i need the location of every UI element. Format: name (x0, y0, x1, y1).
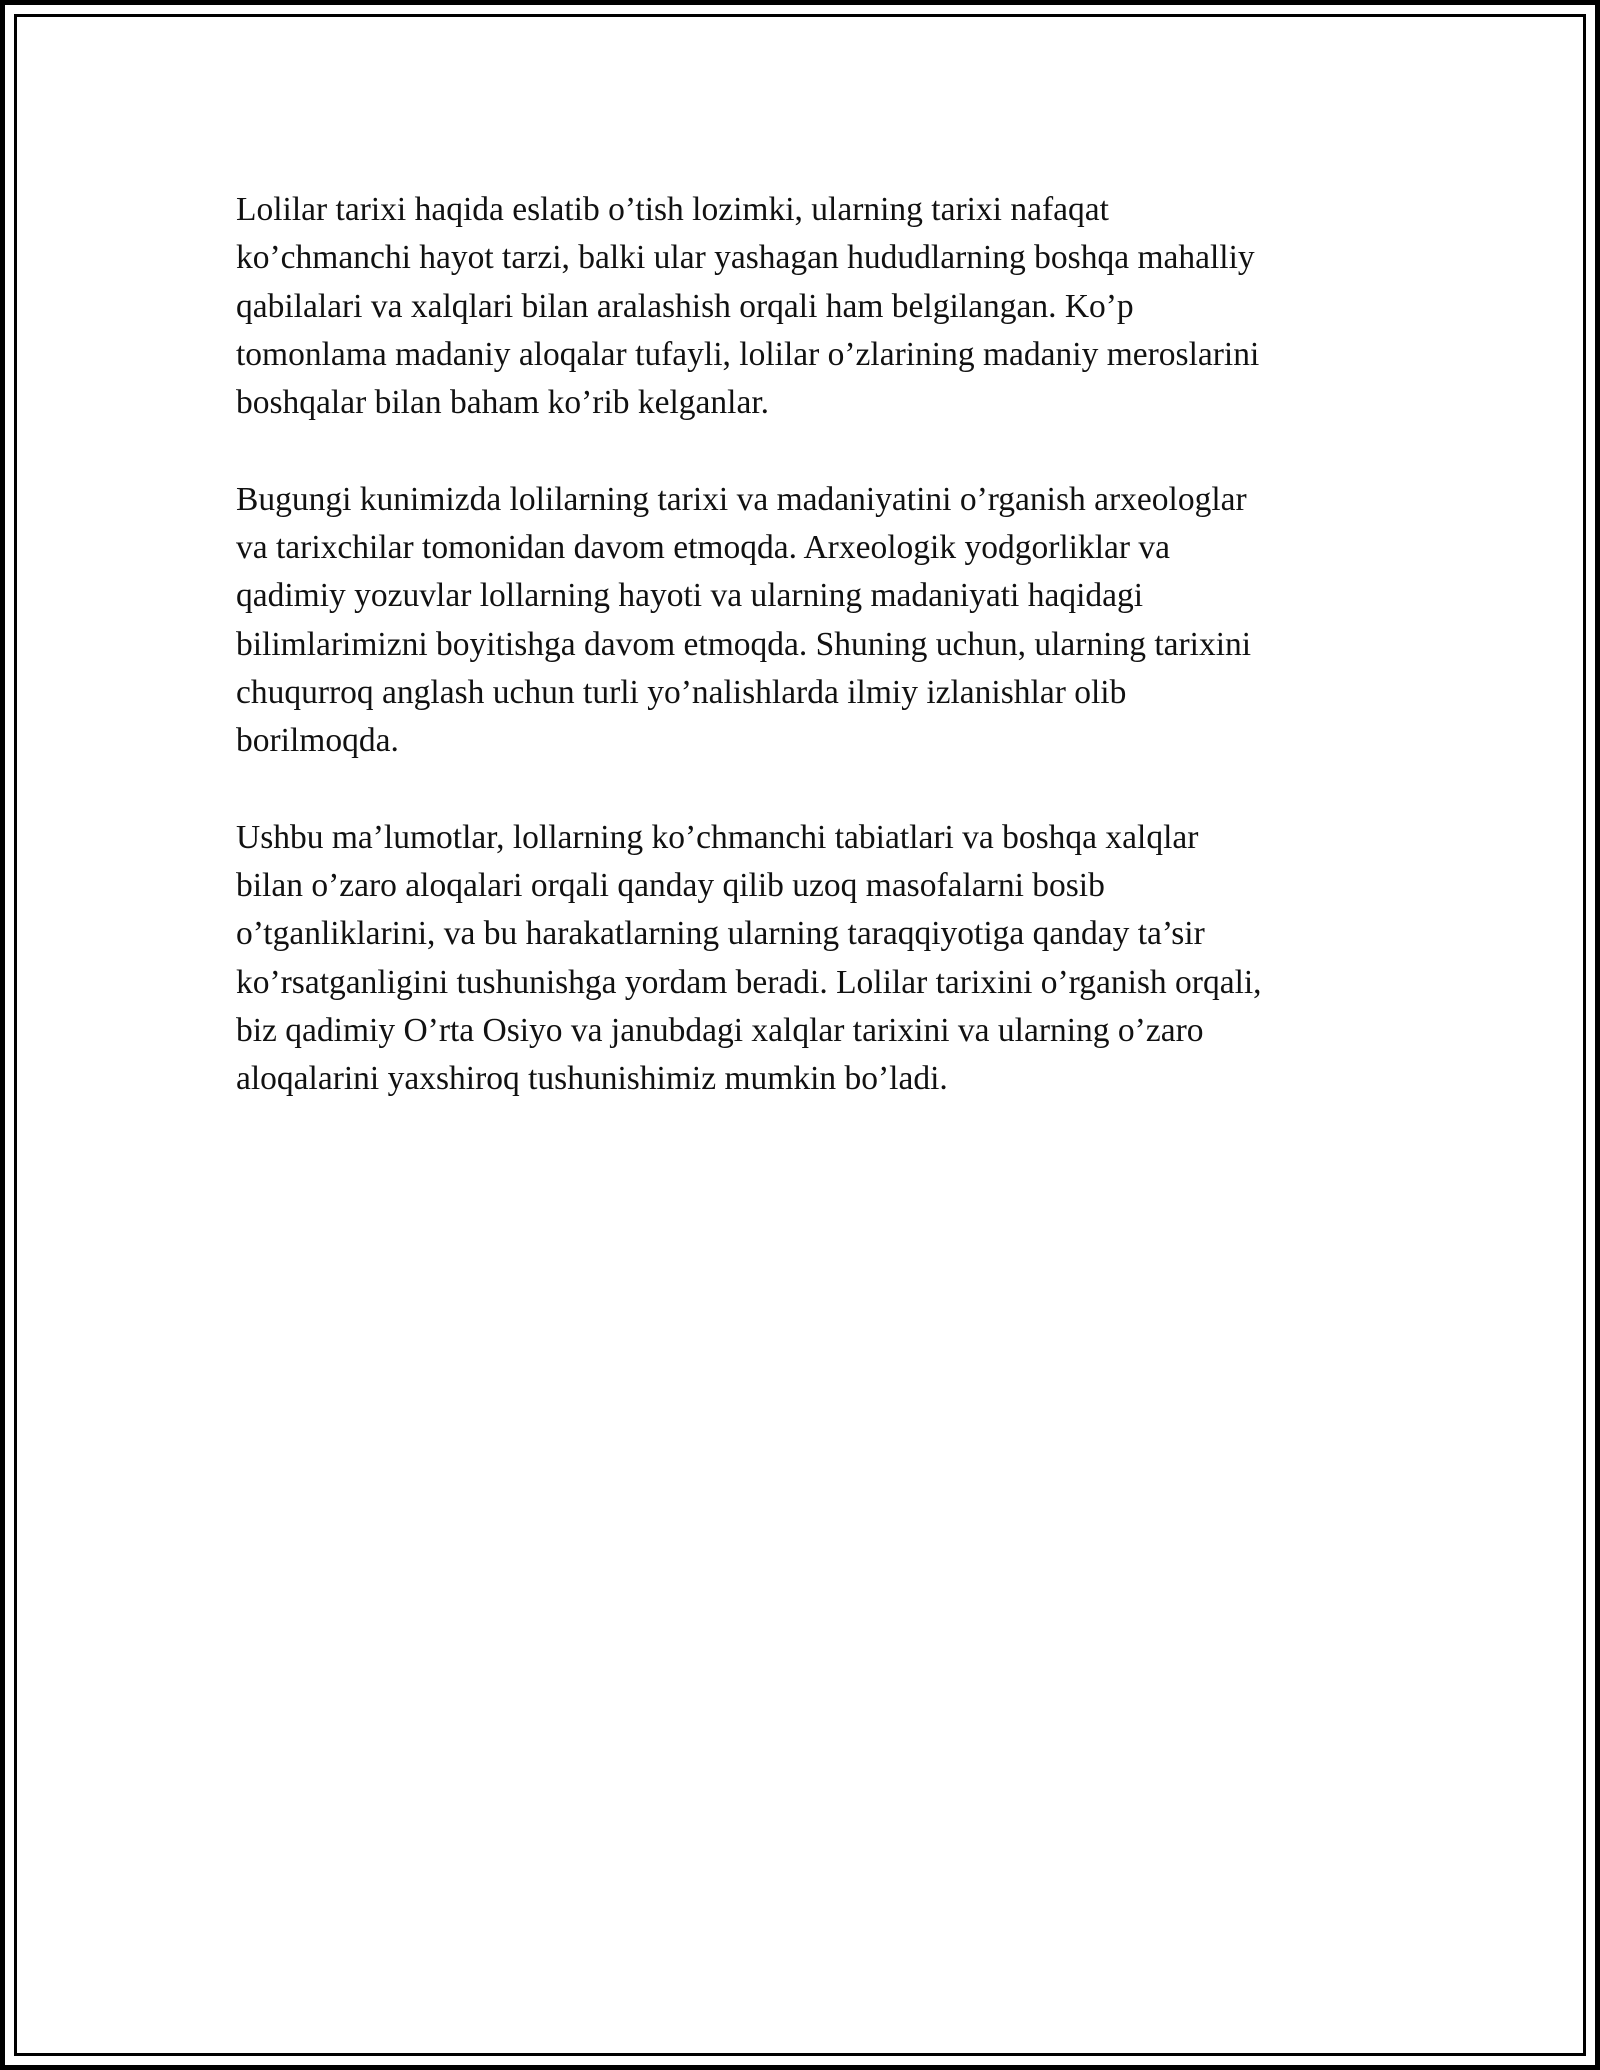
paragraph-2: Bugungi kunimizda lolilarning tarixi va madaniyatini o’rganish arxeologlar va tarixchilar tomonidan davom etmoqda. Arxeologik yodgorliklar va qadimiy yozuvlar lollarning hayoti va ularning madaniyati haqidagi bilimlarimizni boyitishga davom etmoqda. Shuning uchun, ularning tarixini chuqurroq anglash uchun turli yo’nalishlarda ilmiy izlanishlar olib borilmoqda. (236, 480, 1252, 760)
paragraph-3: Ushbu ma’lumotlar, lollarning ko’chmanchi tabiatlari va boshqa xalqlar bilan o’zaro aloqalari orqali qanday qilib uzoq masofalarni bosib o’tganliklarini, va bu harakatlarning ularning taraqqiyotiga qanday ta’sir ko’rsatganligini tushunishga yordam beradi. Lolilar tarixini o’rganish orqali, biz qadimiy O’rta Osiyo va janubdagi xalqlar tarixini va ularning o’zaro aloqalarini yaxshiroq tushunishimiz mumkin bo’ladi. (236, 818, 1262, 1098)
document-body (236, 186, 1376, 1152)
paragraph-1: Lolilar tarixi haqida eslatib o’tish lozimki, ularning tarixi nafaqat ko’chmanchi hayot tarzi, balki ular yashagan hududlarning boshqa mahalliy qabilalari va xalqlari bilan aralashish orqali ham belgilangan. Ko’p tomonlama madaniy aloqalar tufayli, lolilar o’zlarining madaniy meroslarini boshqalar bilan baham ko’rib kelganlar. (236, 191, 1260, 422)
